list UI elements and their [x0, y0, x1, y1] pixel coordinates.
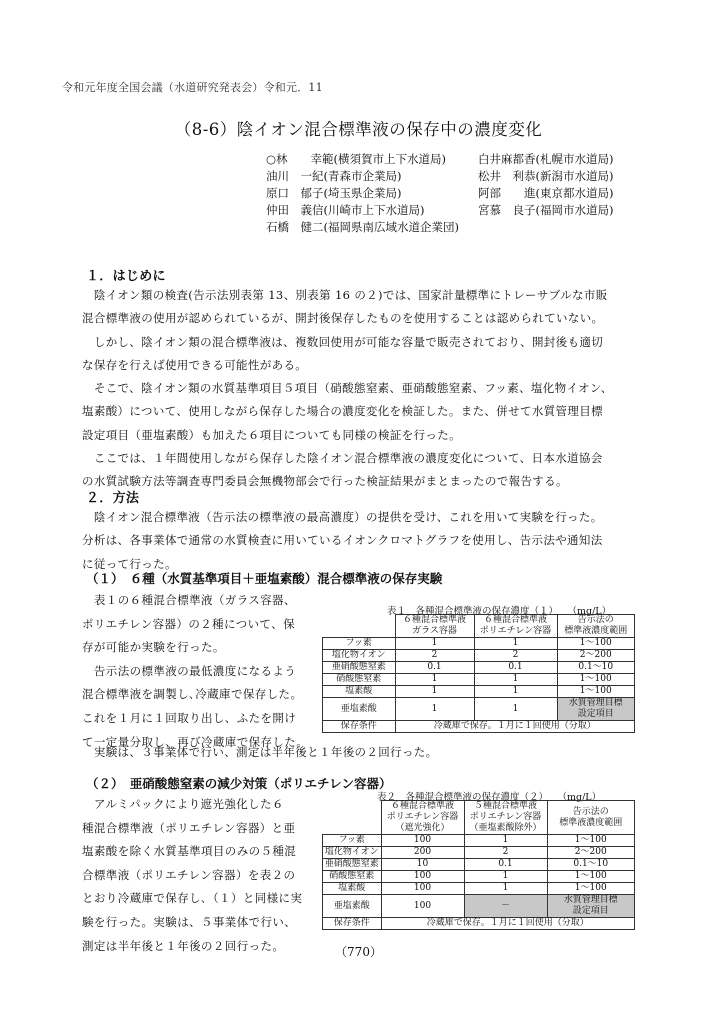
table-cell: 2 [395, 650, 474, 662]
paper-title: （8-6）陰イオン混合標準液の保存中の濃度変化 [174, 120, 543, 139]
author: 石橋 健二(福岡県南広域水道企業団) [266, 220, 459, 234]
table-row [323, 883, 635, 895]
table-cell: 1 [464, 871, 547, 883]
table-row [323, 859, 635, 871]
subsection-heading-2: （２） 亜硝酸態窒素の減少対策（ポリエチレン容器） [86, 776, 392, 791]
page-number: （770） [335, 945, 382, 959]
table-cell: 水質管理目標 設定項目 [557, 698, 635, 721]
table-cell: 2 [474, 650, 557, 662]
author: 宮慕 良子(福岡市水道局) [478, 203, 614, 217]
table-cell: 塩素酸 [323, 883, 382, 895]
table-cell: 水質管理目標 設定項目 [547, 895, 635, 918]
table-2-caption: 表２ 各種混合標準液の保存濃度（２） （mg/L） [377, 792, 602, 803]
table-cell: 1 [464, 883, 547, 895]
table-cell: フッ素 [323, 835, 382, 847]
table-cell: 1 [474, 686, 557, 698]
table-cell: フッ素 [323, 638, 396, 650]
table-cell: 1～100 [547, 883, 635, 895]
table-cell: 1 [474, 674, 557, 686]
table-cell: 1～100 [557, 674, 635, 686]
table-row [323, 895, 635, 918]
table-header-cell: 告示法の 標準液濃度範囲 [547, 801, 635, 835]
table-header-cell: ５種混合標準液 ポリエチレン容器 （亜塩素酸除外） [464, 801, 547, 835]
table-cell: 冷蔵庫で保存。１月に１回使用（分取） [381, 918, 635, 930]
table-cell: 2～200 [557, 650, 635, 662]
table-cell: 亜塩素酸 [323, 895, 382, 918]
author: 仲田 義信(川崎市上下水道局) [266, 203, 425, 217]
table-header-cell: 告示法の 標準液濃度範囲 [557, 615, 635, 638]
author-row [266, 202, 613, 219]
table-cell: 0.1 [464, 859, 547, 871]
table-1 [322, 614, 635, 733]
table-cell: 保存条件 [323, 918, 382, 930]
table-cell: 塩素酸 [323, 686, 396, 698]
table-row [323, 662, 635, 674]
table-cell: 硝酸態窒素 [323, 871, 382, 883]
table-footer-row [323, 721, 635, 733]
section-heading-method: ２．方法 [86, 491, 140, 506]
section-heading-intro: １．はじめに [86, 269, 166, 284]
table-cell: 1 [474, 638, 557, 650]
table-1-caption: 表１ 各種混合標準液の保存濃度（１） （mg/L） [387, 606, 612, 617]
table-cell: 亜塩素酸 [323, 698, 396, 721]
table-cell: 1～100 [557, 686, 635, 698]
table-footer-row [323, 918, 635, 930]
subsection-heading-1: （１） ６種（水質基準項目＋亜塩素酸）混合標準液の保存実験 [86, 571, 443, 586]
author: 原口 郁子(埼玉県企業局) [266, 186, 402, 200]
table-row [323, 871, 635, 883]
table-cell: 0.1 [395, 662, 474, 674]
table-cell: 1～100 [557, 638, 635, 650]
subsection-1-note: 実験は、３事業体で行い、測定は半年後と１年後の２回行った。 [82, 745, 438, 759]
table-cell: 200 [381, 847, 464, 859]
author: 松井 利恭(新潟市水道局) [478, 169, 614, 183]
author-row [266, 219, 613, 236]
table-cell: 塩化物イオン [323, 847, 382, 859]
table-cell: 0.1～10 [547, 859, 635, 871]
author: ○林 幸範(横須賀市上下水道局) [266, 152, 447, 166]
table-row [323, 638, 635, 650]
table-row [323, 698, 635, 721]
table-cell: － [464, 895, 547, 918]
subsection-2-body: アルミパックにより遮光強化した６ 種混合標準液（ポリエチレン容器）と亜 塩素酸を除く水質基準項目のみの５種混 合標準液（ポリエチレン容器）を表２の とおり冷蔵庫で保存し､（１）と同様に実 験を行った。実験は、５事業体で行い、 測定は半年後と１年後の２回行った。 [82, 797, 303, 953]
section-intro-body: 陰イオン類の検査(告示法別表第 13、別表第 16 の２)では、国家計量標準にトレーサブルな市販 混合標準液の使用が認められているが、開封後保存したものを使用することは認められていない。 しかし、陰イオン類の混合標準液は、複数回使用が可能な容量で販売されており、開封後も適切 な保存を行えば使用できる可能性がある。 そこで、陰イオン類の水質基準項目５項目（硝酸態窒素、亜硝酸態窒素、フッ素、塩化物イオン、 塩素酸）について、使用しながら保存した場合の濃度変化を検証した。また、併せて水質管理目標 設定項目（亜塩素酸）も加えた６項目についても同様の検証を行った。 ここでは、１年間使用しながら保存した陰イオン混合標準液の濃度変化について、日本水道協会 の水質試験方法等調査専門委員会無機物部会で行った検証結果がまとまったので報告する。 [82, 288, 613, 489]
author-row [266, 151, 613, 168]
author: 油川 一紀(青森市企業局) [266, 169, 402, 183]
table-row [323, 674, 635, 686]
table-cell: 100 [381, 895, 464, 918]
table-header-cell: ６種混合標準液 ポリエチレン容器 [474, 615, 557, 638]
table-cell: 冷蔵庫で保存。１月に１回使用（分取） [395, 721, 635, 733]
table-cell: 保存条件 [323, 721, 396, 733]
table-row [323, 835, 635, 847]
table-header-cell: ６種混合標準液 ガラス容器 [395, 615, 474, 638]
running-header: 令和元年度全国会議（水道研究発表会）令和元．11 [62, 81, 323, 94]
table-cell: 100 [381, 883, 464, 895]
table-cell: 1～100 [547, 835, 635, 847]
author-row [266, 168, 613, 185]
author: 白井麻都香(札幌市水道局) [478, 152, 614, 166]
table-cell: 2 [464, 847, 547, 859]
table-cell: 1 [395, 698, 474, 721]
table-cell: 塩化物イオン [323, 650, 396, 662]
table-header-cell [323, 615, 396, 638]
table-row [323, 686, 635, 698]
table-cell: 1～100 [547, 871, 635, 883]
table-cell: 1 [395, 674, 474, 686]
table-cell: 1 [474, 698, 557, 721]
table-row [323, 650, 635, 662]
table-cell: 10 [381, 859, 464, 871]
table-cell: 100 [381, 871, 464, 883]
table-cell: 2～200 [547, 847, 635, 859]
section-method-body: 陰イオン混合標準液（告示法の標準液の最高濃度）の提供を受け、これを用いて実験を行った。 分析は、各事業体で通常の水質検査に用いているイオンクロマトグラフを使用し、告示法や通知法 に従って行った。 [82, 510, 603, 571]
table-cell: 0.1～10 [557, 662, 635, 674]
table-cell: 1 [464, 835, 547, 847]
author-list [266, 151, 613, 236]
table-cell: 亜硝酸態窒素 [323, 662, 396, 674]
table-cell: 1 [395, 638, 474, 650]
table-cell: 0.1 [474, 662, 557, 674]
subsection-1-body: 表１の６種混合標準液（ガラス容器、 ポリエチレン容器）の２種について、保 存が可能か実験を行った。 告示法の標準液の最低濃度になるよう 混合標準液を調製し､冷蔵庫で保存した。 これを１月に１回取り出し、ふたを開け て一定量分取し、再び冷蔵庫で保存した。 [82, 593, 309, 749]
table-row [323, 847, 635, 859]
table-header-cell: ６種混合標準液 ポリエチレン容器 （遮光強化） [381, 801, 464, 835]
table-cell: 硝酸態窒素 [323, 674, 396, 686]
table-header-cell [323, 801, 382, 835]
table-2 [322, 800, 635, 930]
table-cell: 100 [381, 835, 464, 847]
table-cell: 1 [395, 686, 474, 698]
author: 阿部 進(東京都水道局) [478, 186, 614, 200]
author-row [266, 185, 613, 202]
table-cell: 亜硝酸態窒素 [323, 859, 382, 871]
